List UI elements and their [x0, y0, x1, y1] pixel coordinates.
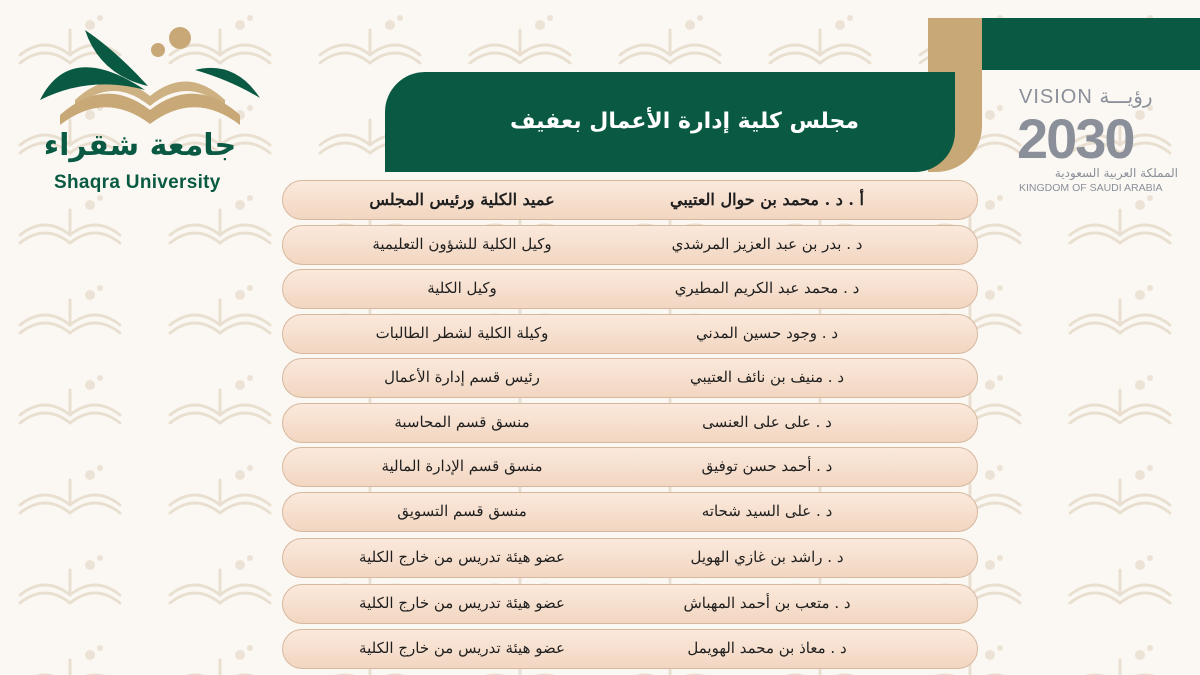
- title-banner: [385, 72, 955, 172]
- vision-country-english: KINGDOM OF SAUDI ARABIA: [1019, 182, 1163, 194]
- member-name: د . منيف بن نائف العتيبي: [690, 368, 844, 386]
- vision-2030-logo: [1015, 80, 1190, 200]
- member-name: د . محمد عبد الكريم المطيري: [674, 279, 860, 297]
- member-name: د . بدر بن عبد العزيز المرشدي: [671, 235, 863, 253]
- member-role: منسق قسم المحاسبة: [394, 413, 530, 431]
- member-row: [282, 538, 978, 578]
- member-row: [282, 180, 978, 220]
- member-row: [282, 492, 978, 532]
- member-name: د . راشد بن غازي الهويل: [690, 548, 844, 566]
- member-role: وكيل الكلية للشؤون التعليمية: [372, 235, 552, 253]
- member-name: أ . د . محمد بن حوال العتيبي: [670, 190, 864, 209]
- vision-country-arabic: المملكة العربية السعودية: [1054, 166, 1178, 180]
- university-logo: [30, 20, 270, 200]
- member-role: منسق قسم الإدارة المالية: [381, 457, 543, 475]
- member-role: وكيل الكلية: [427, 279, 497, 297]
- member-role: عضو هيئة تدريس من خارج الكلية: [359, 548, 565, 566]
- member-row: [282, 358, 978, 398]
- university-name-arabic: جامعة شقراء: [43, 128, 237, 163]
- member-row: [282, 629, 978, 669]
- member-name: د . على على العنسى: [702, 413, 832, 431]
- member-row: [282, 314, 978, 354]
- member-role: عضو هيئة تدريس من خارج الكلية: [359, 639, 565, 657]
- member-row: [282, 269, 978, 309]
- open-book-icon: [30, 20, 270, 140]
- member-name: د . معاذ بن محمد الهويمل: [687, 639, 847, 657]
- member-name: د . أحمد حسن توفيق: [701, 457, 833, 475]
- page-title: مجلس كلية إدارة الأعمال بعفيف: [509, 109, 859, 134]
- member-name: د . على السيد شحاته: [701, 502, 833, 520]
- member-role: عضو هيئة تدريس من خارج الكلية: [359, 594, 565, 612]
- member-name: د . وجود حسين المدني: [695, 324, 839, 342]
- vision-year: 2030: [1017, 107, 1134, 170]
- member-row: [282, 403, 978, 443]
- member-role: رئيس قسم إدارة الأعمال: [384, 368, 540, 386]
- university-name-english: Shaqra University: [54, 172, 221, 193]
- member-name: د . متعب بن أحمد المهباش: [683, 594, 851, 612]
- member-row: [282, 447, 978, 487]
- member-row: [282, 584, 978, 624]
- member-role: عميد الكلية ورئيس المجلس: [369, 190, 555, 209]
- member-role: منسق قسم التسويق: [397, 502, 527, 520]
- corner-green-accent: [982, 18, 1200, 70]
- member-role: وكيلة الكلية لشطر الطالبات: [375, 324, 549, 342]
- vision-label: VISION رؤيـــة: [1019, 86, 1153, 108]
- member-row: [282, 225, 978, 265]
